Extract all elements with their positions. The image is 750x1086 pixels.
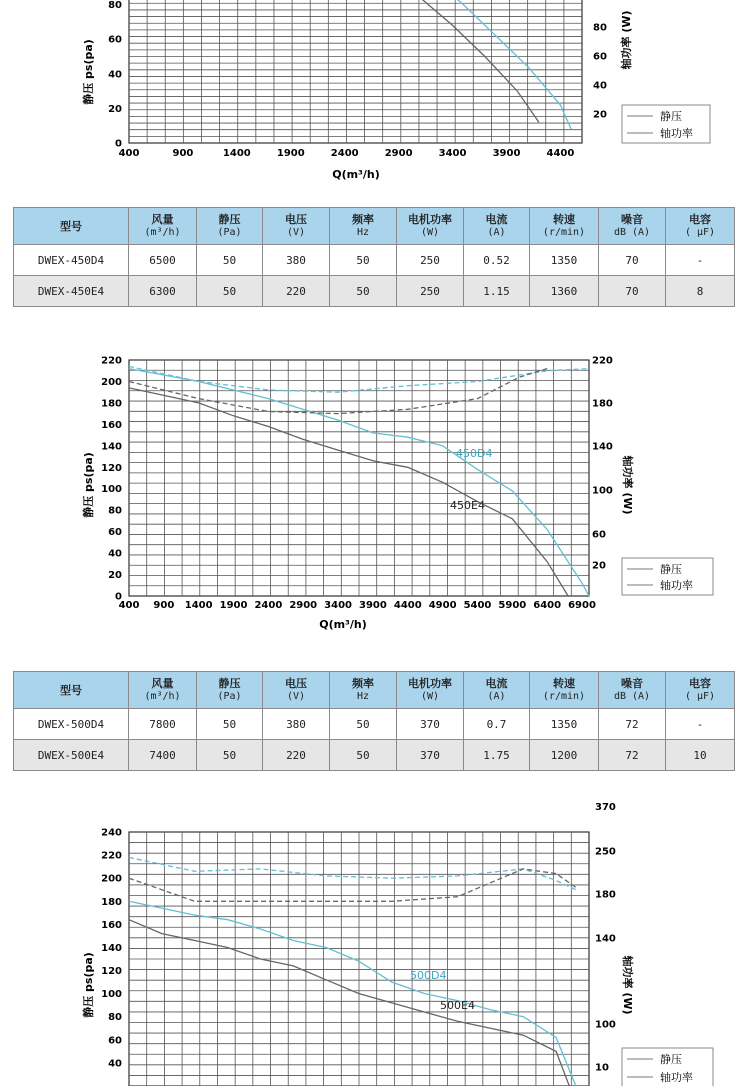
legend-power-label: 轴功率 bbox=[660, 1071, 693, 1084]
y-right-tick-label: 180 bbox=[592, 398, 613, 410]
y-right-tick-label: 60 bbox=[593, 51, 607, 63]
spec-table-450 bbox=[13, 207, 735, 307]
left-axis-label: 静压 ps(pa) bbox=[82, 39, 95, 105]
legend-pressure-label: 静压 bbox=[660, 110, 682, 123]
y-tick-label: 80 bbox=[108, 1012, 122, 1024]
y-tick-label: 40 bbox=[108, 548, 122, 560]
table-cell: 1350 bbox=[530, 245, 599, 276]
table-cell: 50 bbox=[330, 276, 397, 307]
column-header-label: 静压 bbox=[218, 213, 241, 226]
y-tick-label: 200 bbox=[101, 376, 122, 388]
right-axis-label: 轴功率 (W) bbox=[620, 10, 633, 70]
column-header-label: 转速 bbox=[553, 213, 575, 226]
table-cell: 0.52 bbox=[464, 245, 530, 276]
column-header-label: 电流 bbox=[485, 677, 508, 690]
fan-curve-chart-500 bbox=[0, 802, 750, 1086]
column-header bbox=[530, 672, 599, 709]
column-header-unit: ( μF) bbox=[684, 691, 716, 702]
right-axis-label: 轴功率 (W) bbox=[621, 455, 634, 515]
table-cell: 1200 bbox=[530, 740, 599, 771]
column-header bbox=[464, 672, 530, 709]
legend bbox=[622, 558, 713, 595]
x-tick-label: 2900 bbox=[384, 148, 413, 159]
y-tick-label: 0 bbox=[115, 591, 122, 603]
y-tick-label: 160 bbox=[101, 419, 122, 431]
y-tick-label: 20 bbox=[108, 570, 122, 582]
y-right-tick-label: 100 bbox=[592, 485, 613, 497]
y-tick-label: 120 bbox=[101, 966, 122, 978]
column-header bbox=[397, 672, 464, 709]
column-header bbox=[263, 208, 330, 245]
column-header-label: 电机功率 bbox=[408, 213, 452, 226]
column-header-unit: (A) bbox=[487, 227, 506, 238]
x-tick-label: 3900 bbox=[359, 600, 387, 611]
x-tick-label: 6400 bbox=[533, 600, 562, 611]
y-tick-label: 100 bbox=[101, 484, 122, 496]
table-cell: 1350 bbox=[530, 709, 599, 740]
y-tick-label: 180 bbox=[101, 896, 122, 908]
x-tick-label: 4400 bbox=[546, 148, 575, 159]
column-header bbox=[397, 208, 464, 245]
left-axis-label: 静压 ps(pa) bbox=[82, 452, 95, 518]
column-header-label: 频率 bbox=[352, 213, 374, 226]
column-header-unit: ( μF) bbox=[684, 227, 716, 238]
right-axis-label: 轴功率 (W) bbox=[621, 955, 634, 1015]
table-cell: 50 bbox=[197, 245, 263, 276]
y-tick-label: 120 bbox=[101, 462, 122, 474]
table-cell: 70 bbox=[599, 245, 666, 276]
table-cell: 370 bbox=[397, 740, 464, 771]
left-axis-label: 静压 ps(pa) bbox=[82, 952, 95, 1018]
column-header-label: 静压 bbox=[218, 677, 241, 690]
column-header bbox=[14, 208, 129, 245]
y-right-tick-label: 80 bbox=[593, 22, 607, 34]
y-right-tick-label: 220 bbox=[592, 355, 613, 367]
column-header-unit: (V) bbox=[286, 227, 306, 238]
model-cell: DWEX-500E4 bbox=[14, 740, 129, 771]
y-tick-label: 180 bbox=[101, 398, 122, 410]
column-header-unit: (W) bbox=[420, 691, 440, 702]
table-row bbox=[14, 276, 735, 307]
column-header bbox=[197, 208, 263, 245]
y-tick-label: 240 bbox=[101, 827, 122, 839]
table-cell: 220 bbox=[263, 276, 330, 307]
column-header-unit: (Pa) bbox=[217, 691, 242, 702]
y-tick-label: 40 bbox=[108, 69, 122, 81]
table-cell: 6500 bbox=[129, 245, 197, 276]
column-header bbox=[666, 208, 735, 245]
table-cell: 50 bbox=[330, 709, 397, 740]
legend-pressure-label: 静压 bbox=[660, 1053, 682, 1066]
column-header-label: 电容 bbox=[689, 677, 711, 690]
column-header-label: 型号 bbox=[60, 683, 82, 697]
y-tick-label: 220 bbox=[101, 355, 122, 367]
x-tick-label: 400 bbox=[118, 600, 140, 611]
y-tick-label: 140 bbox=[101, 441, 122, 453]
y-right-tick-label: 100 bbox=[595, 1019, 616, 1031]
table-cell: 370 bbox=[397, 709, 464, 740]
y-right-tick-label: 370 bbox=[595, 802, 616, 813]
table-cell: 1360 bbox=[530, 276, 599, 307]
column-header-label: 风量 bbox=[151, 213, 174, 226]
column-header-label: 噪音 bbox=[621, 213, 643, 226]
x-tick-label: 2400 bbox=[254, 600, 283, 611]
table-cell: 50 bbox=[197, 276, 263, 307]
y-tick-label: 160 bbox=[101, 919, 122, 931]
column-header bbox=[666, 672, 735, 709]
y-right-tick-label: 140 bbox=[592, 441, 613, 453]
table-cell: 1.15 bbox=[464, 276, 530, 307]
x-tick-label: 3400 bbox=[324, 600, 353, 611]
table-cell: 7400 bbox=[129, 740, 197, 771]
table-cell: 380 bbox=[263, 709, 330, 740]
column-header-label: 转速 bbox=[553, 677, 575, 690]
column-header-label: 电压 bbox=[285, 677, 307, 690]
column-header bbox=[263, 672, 330, 709]
column-header-unit: Hz bbox=[356, 227, 370, 238]
fan-curve-chart-400 bbox=[0, 0, 750, 190]
column-header bbox=[330, 672, 397, 709]
y-tick-label: 80 bbox=[108, 505, 122, 517]
column-header bbox=[129, 208, 197, 245]
column-header bbox=[129, 672, 197, 709]
table-cell: 10 bbox=[666, 740, 735, 771]
y-tick-label: 220 bbox=[101, 850, 122, 862]
column-header-label: 电流 bbox=[485, 213, 508, 226]
table-cell: 220 bbox=[263, 740, 330, 771]
x-tick-label: 900 bbox=[153, 600, 175, 611]
table-cell: 72 bbox=[599, 740, 666, 771]
column-header bbox=[530, 208, 599, 245]
column-header-unit: (A) bbox=[487, 691, 506, 702]
table-cell: 6300 bbox=[129, 276, 197, 307]
y-tick-label: 200 bbox=[101, 873, 122, 885]
y-tick-label: 60 bbox=[108, 527, 122, 539]
column-header-label: 风量 bbox=[151, 677, 174, 690]
y-right-tick-label: 180 bbox=[595, 889, 616, 901]
column-header-unit: dB (A) bbox=[613, 691, 651, 702]
x-tick-label: 1900 bbox=[219, 600, 248, 611]
table-cell: - bbox=[666, 245, 735, 276]
column-header-label: 频率 bbox=[352, 677, 374, 690]
y-right-tick-label: 250 bbox=[595, 846, 616, 858]
series-label-500D4: 500D4 bbox=[410, 969, 447, 982]
x-tick-label: 1400 bbox=[222, 148, 251, 159]
table-cell: 250 bbox=[397, 245, 464, 276]
table-cell: 7800 bbox=[129, 709, 197, 740]
table-row bbox=[14, 709, 735, 740]
column-header-unit: Hz bbox=[356, 691, 370, 702]
column-header-unit: (m³/h) bbox=[144, 227, 181, 238]
x-tick-label: 3900 bbox=[492, 148, 521, 159]
x-tick-label: 3400 bbox=[438, 148, 467, 159]
x-tick-label: 900 bbox=[172, 148, 194, 159]
y-tick-label: 60 bbox=[108, 1035, 122, 1047]
column-header-unit: (V) bbox=[286, 691, 306, 702]
column-header-unit: (r/min) bbox=[542, 691, 586, 702]
y-tick-label: 0 bbox=[115, 138, 122, 150]
legend-pressure-label: 静压 bbox=[660, 563, 682, 576]
x-axis-label: Q(m³/h) bbox=[332, 168, 380, 181]
y-tick-label: 60 bbox=[108, 34, 122, 46]
series-label-500E4: 500E4 bbox=[440, 999, 475, 1012]
spec-table-500 bbox=[13, 671, 735, 771]
x-tick-label: 4400 bbox=[393, 600, 422, 611]
table-cell: 50 bbox=[197, 709, 263, 740]
table-cell: 50 bbox=[197, 740, 263, 771]
y-right-tick-label: 40 bbox=[593, 80, 607, 92]
y-right-tick-label: 10 bbox=[595, 1062, 609, 1074]
y-tick-label: 20 bbox=[108, 103, 122, 115]
x-tick-label: 5400 bbox=[463, 600, 492, 611]
table-row bbox=[14, 740, 735, 771]
column-header-label: 型号 bbox=[60, 219, 82, 233]
y-tick-label: 100 bbox=[101, 989, 122, 1001]
y-right-tick-label: 20 bbox=[592, 560, 606, 572]
column-header bbox=[14, 672, 129, 709]
model-cell: DWEX-450E4 bbox=[14, 276, 129, 307]
column-header-label: 电机功率 bbox=[408, 677, 452, 690]
column-header bbox=[330, 208, 397, 245]
column-header-label: 电压 bbox=[285, 213, 307, 226]
series-label-450D4: 450D4 bbox=[456, 447, 493, 460]
y-right-tick-label: 140 bbox=[595, 933, 616, 945]
x-tick-label: 2900 bbox=[289, 600, 318, 611]
fan-curve-chart-450 bbox=[0, 345, 750, 635]
table-cell: 0.7 bbox=[464, 709, 530, 740]
table-cell: 50 bbox=[330, 740, 397, 771]
column-header bbox=[599, 672, 666, 709]
plot-area bbox=[129, 0, 582, 143]
column-header-unit: (W) bbox=[420, 227, 440, 238]
legend-power-label: 轴功率 bbox=[660, 127, 693, 140]
legend bbox=[622, 105, 710, 143]
table-cell: 1.75 bbox=[464, 740, 530, 771]
column-header bbox=[464, 208, 530, 245]
y-right-tick-label: 20 bbox=[593, 109, 607, 121]
x-tick-label: 4900 bbox=[428, 600, 457, 611]
y-tick-label: 40 bbox=[108, 1058, 122, 1070]
x-tick-label: 6900 bbox=[568, 600, 596, 611]
x-tick-label: 5900 bbox=[498, 600, 527, 611]
column-header-unit: (m³/h) bbox=[144, 691, 181, 702]
x-tick-label: 400 bbox=[118, 148, 140, 159]
model-cell: DWEX-450D4 bbox=[14, 245, 129, 276]
table-cell: 8 bbox=[666, 276, 735, 307]
column-header-label: 电容 bbox=[689, 213, 711, 226]
column-header-unit: (Pa) bbox=[217, 227, 242, 238]
column-header bbox=[599, 208, 666, 245]
table-cell: 380 bbox=[263, 245, 330, 276]
x-tick-label: 1900 bbox=[276, 148, 305, 159]
y-tick-label: 140 bbox=[101, 942, 122, 954]
model-cell: DWEX-500D4 bbox=[14, 709, 129, 740]
table-cell: 72 bbox=[599, 709, 666, 740]
x-tick-label: 1400 bbox=[184, 600, 213, 611]
column-header-label: 噪音 bbox=[621, 677, 643, 690]
legend bbox=[622, 1048, 713, 1086]
table-cell: 250 bbox=[397, 276, 464, 307]
y-right-tick-label: 60 bbox=[592, 529, 606, 541]
x-axis-label: Q(m³/h) bbox=[319, 618, 367, 631]
table-cell: 50 bbox=[330, 245, 397, 276]
table-cell: 70 bbox=[599, 276, 666, 307]
x-tick-label: 2400 bbox=[330, 148, 359, 159]
y-tick-label: 80 bbox=[108, 0, 122, 12]
table-cell: - bbox=[666, 709, 735, 740]
column-header-unit: dB (A) bbox=[613, 227, 651, 238]
series-label-450E4: 450E4 bbox=[450, 499, 485, 512]
column-header-unit: (r/min) bbox=[542, 227, 586, 238]
table-row bbox=[14, 245, 735, 276]
column-header bbox=[197, 672, 263, 709]
legend-power-label: 轴功率 bbox=[660, 579, 693, 592]
